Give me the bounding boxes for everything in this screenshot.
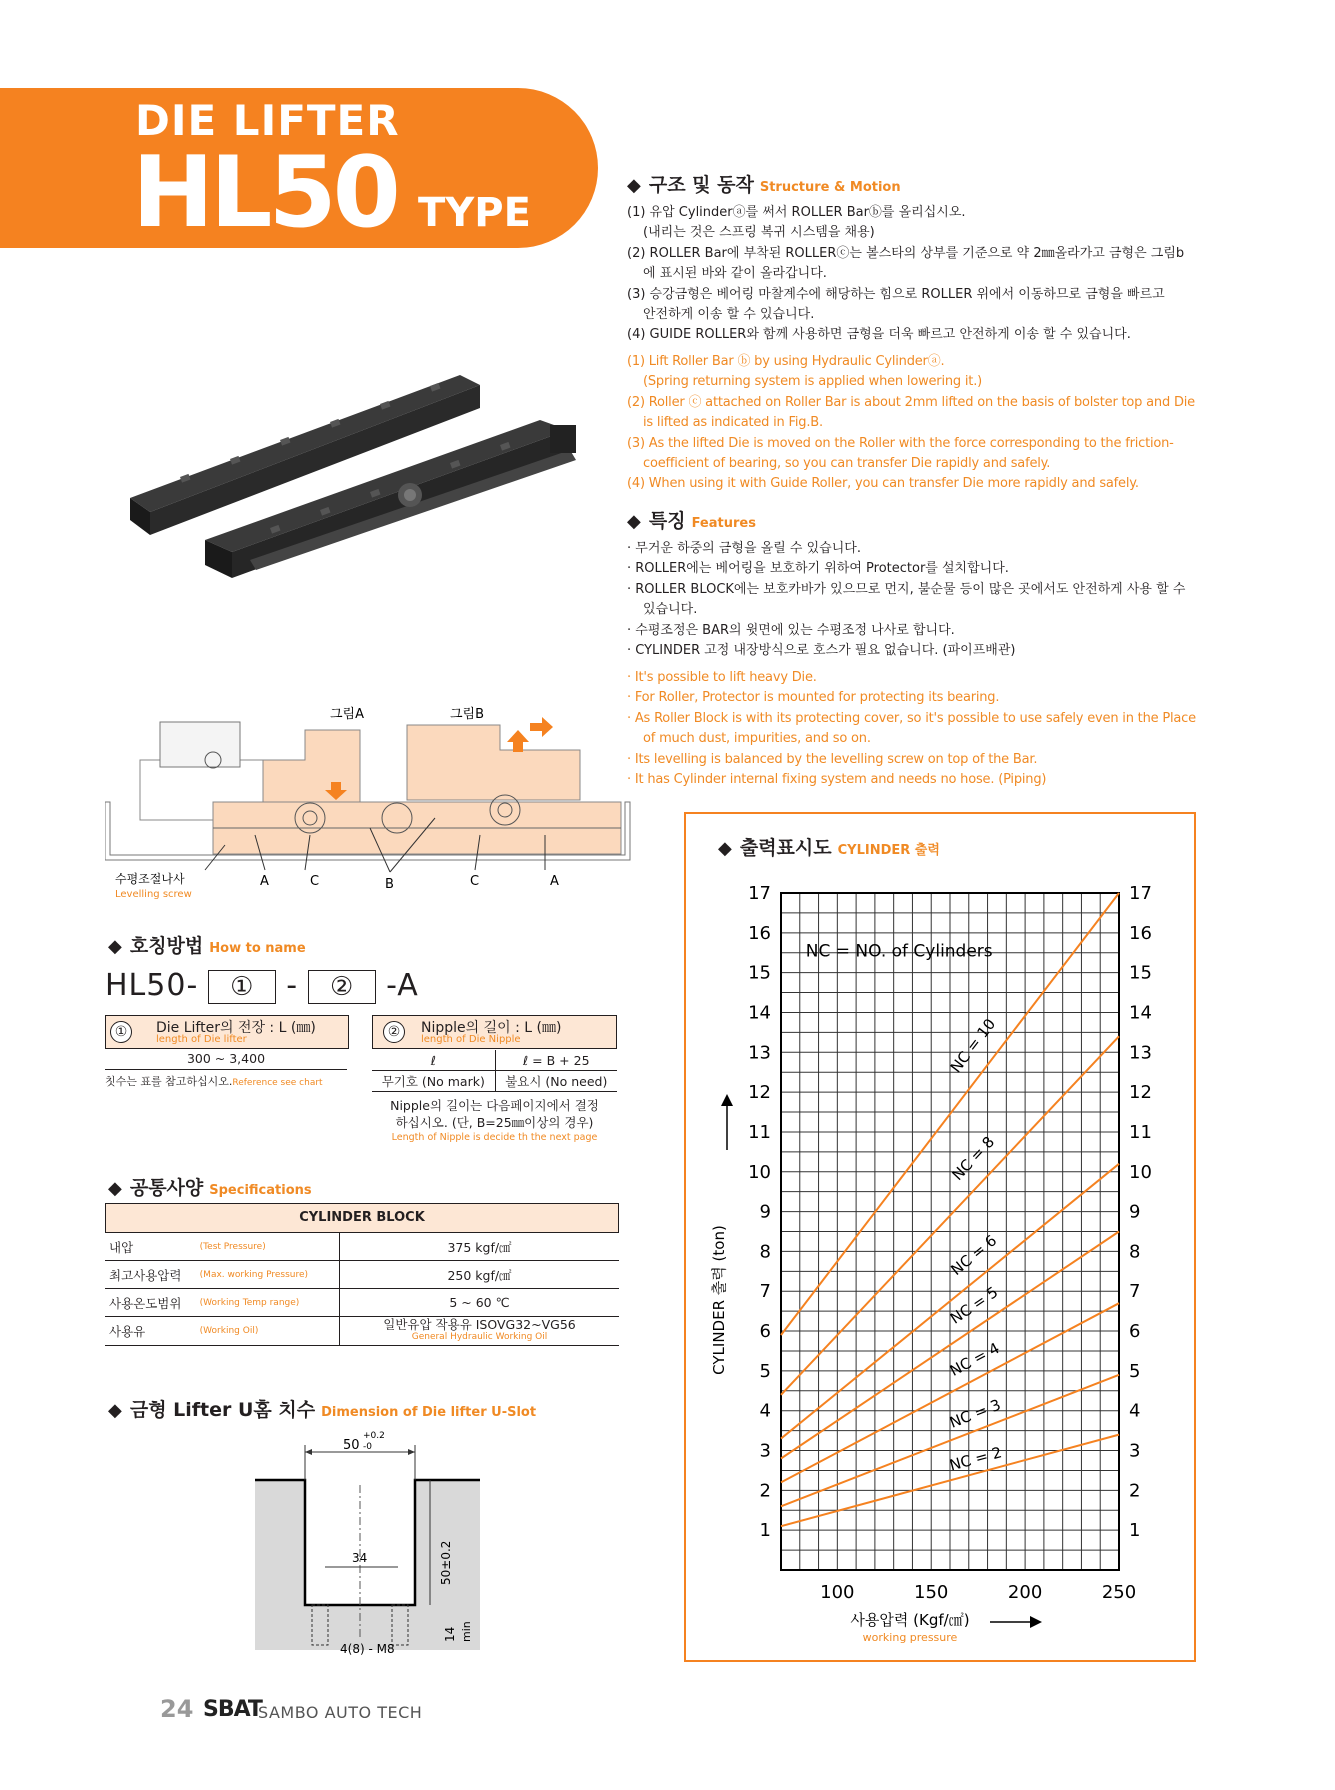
length-header [105, 1015, 349, 1049]
model-code [105, 968, 419, 1004]
y-tick-label-right: 13 [1129, 1042, 1152, 1064]
y-tick-label-left: 13 [748, 1042, 771, 1064]
series-label: NC = 10 [946, 1015, 1000, 1077]
structure-ko-text [627, 203, 1184, 346]
num-circle: ② [383, 1021, 405, 1043]
nipple-header-text: Nipple의 길이 : L (㎜) [421, 1020, 562, 1036]
y-tick-label-left: 10 [748, 1161, 771, 1183]
note-text: 하십시오. (단, B=25㎜이상의 경우) [395, 1115, 594, 1130]
x-axis-title-en: working pressure [862, 1631, 958, 1644]
title-banner [0, 88, 598, 248]
nipple-note [372, 1097, 617, 1144]
note-text-en: Reference see chart [232, 1078, 323, 1088]
y-tick-label-right: 1 [1129, 1520, 1141, 1542]
banner-title: DIE LIFTER [135, 96, 400, 145]
label-b: B [385, 877, 394, 892]
nipple-header-en: length of Die Nipple [421, 1034, 521, 1045]
min-depth: 14 [443, 1626, 457, 1642]
chart-title-en: CYLINDER 출력 [837, 843, 940, 858]
spec-value: 250 kgf/㎠ [340, 1261, 619, 1289]
y-tick-label-right: 4 [1129, 1400, 1141, 1422]
features-title: 특징 [648, 510, 686, 532]
fig-a-label: 그림A [330, 707, 365, 722]
spec-label-en: (Working Oil) [199, 1317, 340, 1346]
y-tick-label-right: 5 [1129, 1360, 1141, 1382]
y-tick-label-left: 5 [759, 1360, 771, 1382]
y-tick-label-left: 7 [759, 1281, 771, 1303]
series-label: NC = 3 [947, 1395, 1004, 1432]
table-row [105, 1289, 619, 1317]
nipple-col-2: ℓ = B + 25 [495, 1050, 617, 1071]
legend-note: NC = NO. of Cylinders [805, 941, 993, 962]
diamond-icon: ◆ [108, 1178, 122, 1199]
page-number: 24 [160, 1695, 194, 1723]
text-line: · As Roller Block is with its protecting cover, so it's possible to use safely even in the Place [627, 710, 1196, 726]
spec-label-en: (Test Pressure) [199, 1233, 340, 1261]
specs-title: 공통사양 [129, 1177, 204, 1199]
features-title-en: Features [691, 516, 756, 531]
y-tick-label-left: 6 [759, 1321, 771, 1343]
y-tick-label-left: 12 [748, 1082, 771, 1104]
series-label: NC = 4 [946, 1339, 1003, 1380]
specs-table [105, 1233, 619, 1346]
structure-title-en: Structure & Motion [759, 180, 901, 195]
spec-label: 사용온도범위 [105, 1289, 199, 1317]
y-tick-label-left: 9 [759, 1201, 771, 1223]
width-tol-lower: -0 [363, 1442, 372, 1452]
x-axis-arrow-head [1030, 1616, 1042, 1628]
screw-label: 수평조절나사 [115, 872, 185, 886]
structure-title: 구조 및 동작 [648, 174, 754, 196]
y-tick-label-right: 7 [1129, 1281, 1141, 1303]
spec-value-text: 일반유압 작용유 ISOVG32~VG56 [383, 1317, 576, 1332]
spec-label-en: (Max. working Pressure) [199, 1261, 340, 1289]
series-label: NC = 5 [946, 1282, 1002, 1328]
length-header-text: Die Lifter의 전장 : L (㎜) [156, 1020, 316, 1036]
y-tick-label-left: 1 [759, 1520, 771, 1542]
text-line: coefficient of bearing, so you can transfer Die rapidly and safely. [643, 455, 1051, 471]
y-tick-label-right: 9 [1129, 1201, 1141, 1223]
width-dim: 50 [343, 1438, 360, 1453]
company-logo: SBAT [203, 1697, 262, 1722]
y-tick-label-right: 11 [1129, 1121, 1152, 1143]
y-tick-label-left: 4 [759, 1400, 771, 1422]
spec-label: 내압 [105, 1233, 199, 1261]
note-text: 칫수는 표를 참고하십시오. [105, 1075, 233, 1088]
num-circle: ① [110, 1021, 132, 1043]
company-name: SAMBO AUTO TECH [258, 1703, 423, 1722]
uslot-heading [108, 1395, 536, 1422]
height-dim: 50±0.2 [439, 1540, 453, 1585]
die-block-b [407, 725, 580, 800]
output-chart [700, 870, 1190, 1650]
text-line: · CYLINDER 고정 내장방식으로 호스가 필요 없습니다. (파이프배관) [627, 642, 1016, 658]
y-tick-label-right: 14 [1129, 1002, 1152, 1024]
label-a: A [550, 874, 559, 889]
features-ko-text [627, 539, 1185, 661]
text-line: of much dust, impurities, and so on. [643, 731, 871, 747]
x-tick-label: 200 [1007, 1582, 1043, 1603]
text-line: 안전하게 이송 할 수 있습니다. [643, 306, 815, 322]
series-label: NC = 2 [947, 1443, 1004, 1475]
spec-label: 최고사용압력 [105, 1261, 199, 1289]
diamond-icon: ◆ [108, 1400, 122, 1421]
text-line: · It's possible to lift heavy Die. [627, 670, 817, 685]
y-tick-label-left: 8 [759, 1241, 771, 1263]
text-line: 있습니다. [643, 602, 698, 618]
text-line: (2) ROLLER Bar에 부착된 ROLLERⓒ는 볼스타의 상부를 기준으로 약 2㎜올라가고 금형은 그림b [627, 245, 1185, 261]
min-label: min [460, 1621, 473, 1642]
nipple-no-need: 불요시 (No need) [495, 1071, 617, 1092]
text-line: (4) GUIDE ROLLER와 함께 사용하면 금형을 더욱 빠르고 안전하게 이송 할 수 있습니다. [627, 327, 1131, 343]
table-row [105, 1261, 619, 1289]
banner-type: TYPE [418, 190, 531, 236]
text-line: · For Roller, Protector is mounted for protecting its bearing. [627, 690, 1000, 706]
naming-title: 호칭방법 [129, 935, 204, 957]
series-label: NC = 8 [948, 1132, 999, 1184]
y-tick-label-left: 2 [759, 1480, 771, 1502]
chart-title: 출력표시도 [739, 837, 832, 859]
up-arrow-icon [507, 730, 529, 752]
spec-value: 375 kgf/㎠ [340, 1233, 619, 1261]
y-tick-label-left: 15 [748, 962, 771, 984]
specs-title-en: Specifications [209, 1183, 312, 1198]
table-row [105, 1233, 619, 1261]
y-tick-label-right: 12 [1129, 1082, 1152, 1104]
y-tick-label-left: 3 [759, 1440, 771, 1462]
bolt-label: 4(8) - M8 [340, 1642, 395, 1655]
y-tick-label-left: 17 [748, 883, 771, 904]
specs-header: CYLINDER BLOCK [105, 1203, 619, 1233]
y-tick-label-right: 10 [1129, 1161, 1152, 1183]
product-photo [120, 370, 580, 590]
nipple-col-1: ℓ [372, 1050, 495, 1071]
text-line: (4) When using it with Guide Roller, you can transfer Die more rapidly and safely. [627, 476, 1139, 492]
spec-label-en: (Working Temp range) [199, 1289, 340, 1317]
model-suffix: -A [386, 968, 419, 1003]
y-tick-label-left: 11 [748, 1121, 771, 1143]
structure-en-text [627, 352, 1195, 495]
lifter-diagram [105, 700, 635, 900]
screw-label-en: Levelling screw [115, 889, 192, 900]
label-c: C [470, 874, 480, 889]
features-heading [627, 506, 756, 533]
note-text-en: Length of Nipple is decide th the next page [391, 1132, 598, 1143]
table-row [105, 1317, 619, 1346]
uslot-title-en: Dimension of Die lifter U-Slot [321, 1405, 537, 1420]
text-line: · 무거운 하중의 금형을 올릴 수 있습니다. [627, 541, 861, 556]
spec-value-sub: General Hydraulic Working Oil [411, 1332, 548, 1342]
x-axis-title: 사용압력 (Kgf/㎠) [850, 1611, 970, 1629]
text-line: 에 표시된 바와 같이 올라갑니다. [643, 266, 827, 282]
features-en-text [627, 668, 1196, 790]
y-tick-label-right: 17 [1129, 883, 1152, 904]
spec-value: 5 ~ 60 ℃ [340, 1289, 619, 1317]
y-tick-label-right: 6 [1129, 1321, 1141, 1343]
length-range: 300 ~ 3,400 [105, 1051, 347, 1070]
x-tick-label: 250 [1101, 1582, 1137, 1603]
text-line: (내리는 것은 스프링 복귀 시스템을 채용) [643, 225, 875, 241]
model-prefix: HL50- [105, 968, 199, 1003]
uslot-title: 금형 Lifter U홈 치수 [129, 1399, 316, 1421]
code-box-2: ② [308, 970, 376, 1004]
y-tick-label-right: 16 [1129, 922, 1152, 944]
y-axis-arrow-head [721, 1094, 733, 1106]
banner-model: HL50 [132, 136, 397, 250]
text-line: (3) As the lifted Die is moved on the Roller with the force corresponding to the friction- [627, 435, 1174, 451]
y-tick-label-left: 16 [748, 922, 771, 944]
text-line: · 수평조정은 BAR의 윗면에 있는 수평조정 나사로 합니다. [627, 622, 955, 638]
nipple-header [372, 1015, 617, 1049]
label-c: C [310, 874, 320, 889]
right-arrow-icon [530, 717, 553, 737]
length-note [105, 1073, 365, 1089]
text-line: (1) 유압 Cylinderⓐ를 써서 ROLLER Barⓑ를 올리십시오. [627, 205, 966, 220]
nipple-table [372, 1050, 617, 1092]
text-line: · It has Cylinder internal fixing system and needs no hose. (Piping) [627, 771, 1047, 787]
x-tick-label: 100 [820, 1582, 855, 1603]
text-line: · ROLLER BLOCK에는 보호카바가 있으므로 먼지, 불순물 등이 많은 곳에서도 안전하게 사용 할 수 [627, 581, 1186, 597]
diamond-icon: ◆ [627, 511, 641, 532]
code-box-1: ① [208, 970, 276, 1004]
y-axis-title: CYLINDER 출력 (ton) [710, 1225, 728, 1375]
series-label: NC = 6 [947, 1231, 1001, 1279]
length-header-en: length of Die lifter [156, 1034, 247, 1045]
spec-value [340, 1317, 619, 1346]
diamond-icon: ◆ [718, 838, 732, 859]
naming-title-en: How to name [209, 941, 306, 956]
inner-dim: 34 [352, 1551, 368, 1565]
y-tick-label-right: 15 [1129, 962, 1152, 984]
text-line: · ROLLER에는 베어링을 보호하기 위하여 Protector를 설치합니다. [627, 561, 1009, 577]
diamond-icon: ◆ [627, 175, 641, 196]
y-tick-label-right: 8 [1129, 1241, 1141, 1263]
text-line: (2) Roller ⓒ attached on Roller Bar is about 2mm lifted on the basis of bolster top and Die [627, 394, 1195, 410]
structure-heading [627, 170, 901, 197]
naming-heading [108, 931, 306, 958]
specs-heading [108, 1173, 312, 1200]
fig-b-label: 그림B [450, 707, 485, 722]
y-tick-label-right: 2 [1129, 1480, 1141, 1502]
y-tick-label-right: 3 [1129, 1440, 1141, 1462]
text-line: (3) 승강금형은 베어링 마찰계수에 해당하는 힘으로 ROLLER 위에서 이동하므로 금형을 빠르고 [627, 286, 1165, 302]
text-line: (1) Lift Roller Bar ⓑ by using Hydraulic Cylinderⓐ. [627, 354, 945, 369]
x-tick-label: 150 [914, 1582, 949, 1603]
y-tick-label-left: 14 [748, 1002, 771, 1024]
label-a: A [260, 874, 269, 889]
diamond-icon: ◆ [108, 936, 122, 957]
spec-label: 사용유 [105, 1317, 199, 1346]
nipple-no-mark: 무기호 (No mark) [372, 1071, 495, 1092]
text-line: is lifted as indicated in Fig.B. [643, 415, 823, 431]
uslot-diagram [250, 1425, 485, 1655]
note-text: Nipple의 길이는 다음페이지에서 결정 [390, 1098, 599, 1113]
text-line: (Spring returning system is applied when lowering it.) [643, 374, 982, 390]
model-dash: - [286, 968, 299, 1003]
text-line: · Its levelling is balanced by the levelling screw on top of the Bar. [627, 751, 1038, 767]
width-tol-upper: +0.2 [363, 1431, 385, 1441]
chart-heading [718, 833, 940, 860]
